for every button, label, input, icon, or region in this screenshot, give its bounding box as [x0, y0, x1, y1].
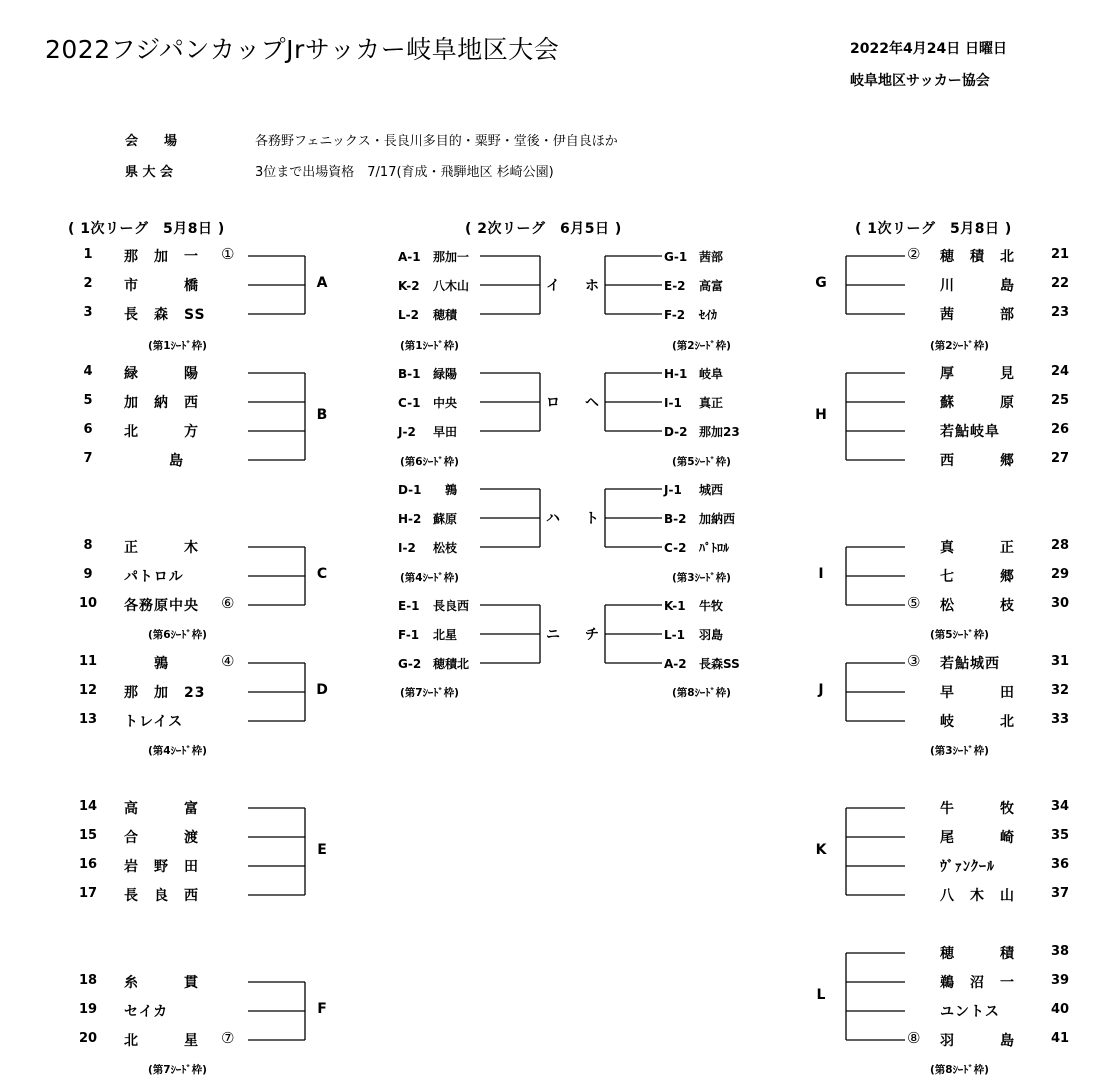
round2-entry — [398, 539, 457, 556]
round2-team: 牛牧 — [699, 599, 724, 613]
team-name: 真 正 — [940, 540, 1015, 556]
round2-code: B-2 — [664, 512, 687, 526]
round2-entry — [398, 365, 457, 382]
round2-team: 緑陽 — [433, 367, 458, 381]
round2-code: J-1 — [664, 483, 682, 497]
team-name: 穂 積 — [940, 946, 1015, 962]
round2-entry — [398, 597, 469, 614]
seed-slot-label: (第8ｼｰﾄﾞ枠) — [930, 1064, 989, 1076]
round2-code: F-1 — [398, 628, 420, 642]
team-name: 正 木 — [124, 540, 199, 556]
pref-label: 県 大 会 — [125, 165, 174, 180]
round2-entry — [398, 277, 469, 294]
group-label: イ — [546, 278, 560, 294]
seed-slot-label: (第1ｼｰﾄﾞ枠) — [400, 340, 459, 352]
round2-team: 那加一 — [433, 250, 470, 264]
team-number: 36 — [1050, 857, 1070, 872]
team-name: 七 郷 — [940, 569, 1015, 585]
round2-entry — [398, 394, 457, 411]
team-number: 17 — [78, 886, 98, 901]
round2-team: 羽島 — [699, 628, 724, 642]
seed-mark: ③ — [907, 652, 921, 670]
team-number: 19 — [78, 1002, 98, 1017]
seed-slot-label: (第1ｼｰﾄﾞ枠) — [148, 340, 207, 352]
seed-slot-label: (第7ｼｰﾄﾞ枠) — [400, 687, 459, 699]
team-number: 29 — [1050, 567, 1070, 582]
round2-entry — [664, 394, 723, 411]
round2-entry — [664, 655, 740, 672]
round2-entry — [664, 365, 723, 382]
team-number: 16 — [78, 857, 98, 872]
team-name: 早 田 — [940, 685, 1015, 701]
seed-mark: ① — [221, 245, 235, 263]
group-label: ト — [585, 511, 599, 527]
team-name: 厚 見 — [940, 366, 1015, 382]
round2-code: C-2 — [664, 541, 687, 555]
team-number: 6 — [83, 422, 93, 437]
group-label: ヘ — [585, 395, 599, 411]
group-label: ホ — [585, 278, 599, 294]
round2-code: D-2 — [664, 425, 688, 439]
round2-team: 高富 — [699, 279, 724, 293]
round2-team: 那加23 — [699, 425, 740, 439]
team-name: 尾 崎 — [940, 830, 1015, 846]
team-name: 川 島 — [940, 278, 1015, 294]
team-name: 那 加 23 — [124, 685, 206, 701]
team-number: 24 — [1050, 364, 1070, 379]
round2-entry — [664, 539, 729, 556]
round2-code: C-1 — [398, 396, 421, 410]
seed-slot-label: (第8ｼｰﾄﾞ枠) — [672, 687, 731, 699]
round2-team: 長良西 — [433, 599, 470, 613]
round2-code: I-2 — [398, 541, 416, 555]
seed-slot-label: (第6ｼｰﾄﾞ枠) — [148, 629, 207, 641]
team-name: 蘇 原 — [940, 395, 1015, 411]
round2-team: 穂積 — [433, 308, 458, 322]
round2-code: F-2 — [664, 308, 686, 322]
seed-mark: ⑤ — [907, 594, 921, 612]
team-name: 牛 牧 — [940, 801, 1015, 817]
seed-slot-label: (第4ｼｰﾄﾞ枠) — [400, 572, 459, 584]
team-number: 15 — [78, 828, 98, 843]
team-name: 西 郷 — [940, 453, 1015, 469]
team-number: 8 — [83, 538, 93, 553]
round2-team: 岐阜 — [699, 367, 724, 381]
round2-team: ﾊﾟﾄﾛﾙ — [699, 541, 730, 555]
round2-team: 北星 — [433, 628, 458, 642]
round2-code: H-2 — [398, 512, 422, 526]
round2-entry — [664, 597, 723, 614]
round2-team: 蘇原 — [433, 512, 458, 526]
team-number: 10 — [78, 596, 98, 611]
group-label: F — [317, 1001, 327, 1017]
team-name: トレイス — [124, 714, 184, 730]
team-number: 38 — [1050, 944, 1070, 959]
round2-team: 加納西 — [699, 512, 736, 526]
round2-entry — [664, 306, 717, 323]
team-number: 9 — [83, 567, 93, 582]
team-number: 14 — [78, 799, 98, 814]
team-name: 若鮎城西 — [940, 656, 1000, 672]
team-number: 40 — [1050, 1002, 1070, 1017]
round2-team: 茜部 — [699, 250, 724, 264]
team-name: セイカ — [124, 1004, 169, 1020]
team-name: 鶉 — [124, 656, 169, 672]
group-label: J — [818, 682, 824, 698]
team-number: 41 — [1050, 1031, 1070, 1046]
group-label: B — [316, 406, 328, 423]
team-name: 加 納 西 — [124, 395, 199, 411]
round2-code: G-1 — [664, 250, 688, 264]
seed-mark: ⑦ — [221, 1029, 235, 1047]
venue-value: 各務野フェニックス・長良川多目的・粟野・堂後・伊自良ほか — [255, 134, 618, 149]
group-label: H — [815, 406, 827, 423]
round2-entry — [398, 655, 469, 672]
team-name: ユントス — [940, 1004, 1000, 1020]
group-label: K — [815, 841, 827, 858]
round2-team: 松枝 — [433, 541, 458, 555]
team-number: 33 — [1050, 712, 1070, 727]
group-label: E — [317, 841, 327, 858]
round2-code: H-1 — [664, 367, 688, 381]
team-number: 31 — [1050, 654, 1070, 669]
round2-team: 長森SS — [699, 657, 740, 671]
team-number: 23 — [1050, 305, 1070, 320]
team-number: 27 — [1050, 451, 1070, 466]
team-name: 鵜 沼 一 — [940, 975, 1015, 991]
team-number: 39 — [1050, 973, 1070, 988]
round2-team: 真正 — [699, 396, 724, 410]
team-number: 11 — [78, 654, 98, 669]
round1-header-left: ( 1次リーグ 5月8日 ) — [68, 221, 225, 237]
seed-slot-label: (第2ｼｰﾄﾞ枠) — [672, 340, 731, 352]
round2-header: ( 2次リーグ 6月5日 ) — [465, 221, 622, 237]
team-name: 岩 野 田 — [124, 859, 199, 875]
group-label: G — [815, 275, 827, 291]
team-name: 糸 貫 — [124, 975, 199, 991]
team-number: 12 — [78, 683, 98, 698]
venue-label: 会 場 — [125, 134, 178, 149]
team-name: 各務原中央 — [124, 598, 199, 614]
team-name: 長 森 SS — [124, 307, 206, 323]
group-label: ハ — [546, 511, 560, 527]
team-name: 若鮎岐阜 — [940, 424, 1000, 440]
group-label: C — [316, 566, 328, 582]
group-label: L — [816, 986, 826, 1003]
team-number: 35 — [1050, 828, 1070, 843]
team-name: 穂 積 北 — [940, 249, 1015, 265]
page-title: 2022フジパンカップJrサッカー岐阜地区大会 — [45, 35, 560, 64]
pref-value: 3位まで出場資格 7/17(育成・飛騨地区 杉崎公園) — [255, 165, 554, 180]
seed-slot-label: (第3ｼｰﾄﾞ枠) — [672, 572, 731, 584]
round2-code: L-1 — [664, 628, 685, 642]
seed-slot-label: (第5ｼｰﾄﾞ枠) — [930, 629, 989, 641]
team-number: 25 — [1050, 393, 1070, 408]
team-name: 那 加 一 — [124, 249, 199, 265]
team-number: 13 — [78, 712, 98, 727]
team-name: 北 星 — [124, 1033, 199, 1049]
team-number: 30 — [1050, 596, 1070, 611]
team-name: 高 富 — [124, 801, 199, 817]
team-name: 羽 島 — [940, 1033, 1015, 1049]
round2-entry — [664, 277, 723, 294]
team-name: 八 木 山 — [940, 888, 1015, 904]
group-label: A — [316, 275, 328, 291]
seed-slot-label: (第4ｼｰﾄﾞ枠) — [148, 745, 207, 757]
round2-code: K-2 — [398, 279, 420, 293]
team-name: 松 枝 — [940, 598, 1015, 614]
round2-entry — [398, 510, 457, 527]
round2-code: L-2 — [398, 308, 419, 322]
team-name: 北 方 — [124, 424, 199, 440]
round2-code: D-1 — [398, 483, 422, 497]
round2-entry — [398, 306, 457, 323]
round2-code: J-2 — [398, 425, 416, 439]
team-number: 1 — [83, 247, 93, 262]
team-name: ｳﾞｧﾝｸｰﾙ — [940, 859, 995, 875]
group-label: ロ — [546, 395, 560, 411]
round2-code: E-1 — [398, 599, 420, 613]
team-number: 2 — [83, 276, 93, 291]
round2-code: B-1 — [398, 367, 421, 381]
team-number: 26 — [1050, 422, 1070, 437]
event-date: 2022年4月24日 日曜日 — [850, 41, 1008, 57]
team-number: 5 — [83, 393, 93, 408]
group-label: ニ — [546, 627, 560, 643]
round2-entry — [398, 248, 469, 265]
round2-entry — [398, 626, 457, 643]
team-name: 岐 北 — [940, 714, 1015, 730]
team-name: 合 渡 — [124, 830, 199, 846]
round2-team: 早田 — [433, 425, 458, 439]
round2-team: 穂積北 — [433, 657, 470, 671]
organizer: 岐阜地区サッカー協会 — [850, 73, 990, 89]
round2-entry — [664, 248, 723, 265]
team-number: 34 — [1050, 799, 1070, 814]
round2-code: A-2 — [664, 657, 687, 671]
seed-mark: ② — [907, 245, 921, 263]
round2-entry — [398, 423, 457, 440]
group-label: チ — [585, 627, 599, 643]
team-number: 18 — [78, 973, 98, 988]
seed-mark: ⑥ — [221, 594, 235, 612]
round2-team: ｾｲｶ — [699, 308, 718, 322]
round2-team: 八木山 — [433, 279, 470, 293]
seed-slot-label: (第7ｼｰﾄﾞ枠) — [148, 1064, 207, 1076]
round2-code: K-1 — [664, 599, 686, 613]
team-name: 緑 陽 — [124, 366, 199, 382]
round2-entry — [664, 510, 735, 527]
team-number: 3 — [83, 305, 93, 320]
round2-code: E-2 — [664, 279, 686, 293]
team-number: 22 — [1050, 276, 1070, 291]
round2-team: 鶉 — [433, 483, 458, 497]
round2-entry — [664, 481, 723, 498]
team-number: 4 — [83, 364, 93, 379]
seed-mark: ⑧ — [907, 1029, 921, 1047]
round2-team: 中央 — [433, 396, 458, 410]
round2-code: I-1 — [664, 396, 682, 410]
group-label: I — [818, 566, 824, 582]
round2-entry — [398, 481, 457, 498]
round2-team: 城西 — [699, 483, 724, 497]
seed-mark: ④ — [221, 652, 235, 670]
team-number: 37 — [1050, 886, 1070, 901]
team-number: 21 — [1050, 247, 1070, 262]
team-name: パトロル — [124, 569, 184, 585]
seed-slot-label: (第2ｼｰﾄﾞ枠) — [930, 340, 989, 352]
round2-code: G-2 — [398, 657, 422, 671]
team-number: 20 — [78, 1031, 98, 1046]
round2-code: A-1 — [398, 250, 421, 264]
team-number: 28 — [1050, 538, 1070, 553]
round2-entry — [664, 626, 723, 643]
team-number: 7 — [83, 451, 93, 466]
team-number: 32 — [1050, 683, 1070, 698]
round2-entry — [664, 423, 740, 440]
seed-slot-label: (第5ｼｰﾄﾞ枠) — [672, 456, 731, 468]
round1-header-right: ( 1次リーグ 5月8日 ) — [855, 221, 1012, 237]
team-name: 市 橋 — [124, 278, 199, 294]
team-name: 長 良 西 — [124, 888, 199, 904]
team-name: 茜 部 — [940, 307, 1015, 323]
team-name: 島 — [124, 453, 184, 469]
seed-slot-label: (第3ｼｰﾄﾞ枠) — [930, 745, 989, 757]
group-label: D — [316, 682, 328, 698]
seed-slot-label: (第6ｼｰﾄﾞ枠) — [400, 456, 459, 468]
